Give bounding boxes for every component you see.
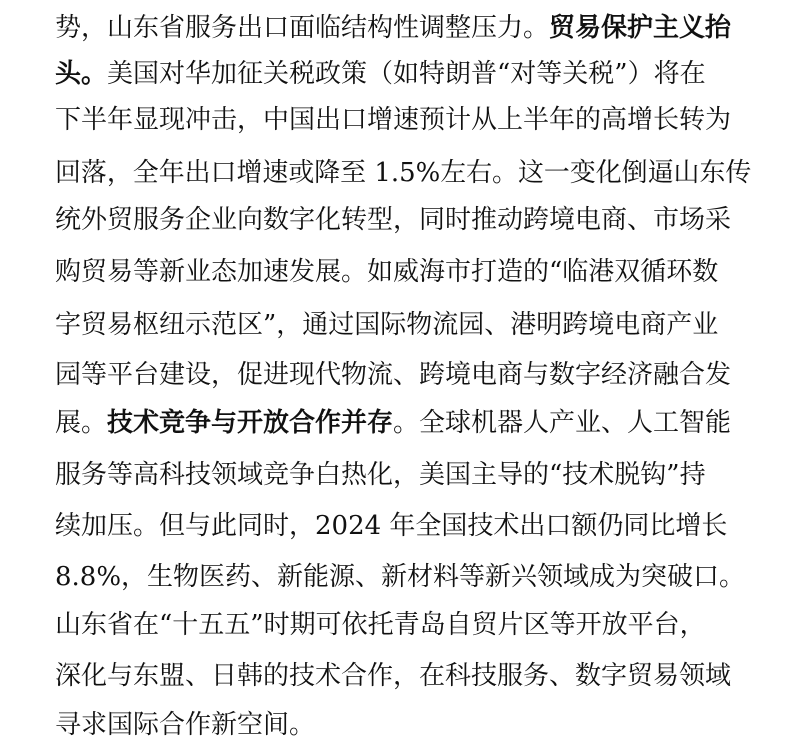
text-line bbox=[55, 355, 731, 395]
text-line bbox=[55, 605, 706, 645]
text-line bbox=[55, 656, 731, 696]
text-segment: 服务等高科技领域竞争白热化，美国主导的“技术脱钩”持 bbox=[55, 460, 706, 490]
text-segment: 8.8%，生物医药、新能源、新材料等新兴领域成为突破口。 bbox=[55, 562, 746, 592]
text-line bbox=[55, 305, 718, 345]
text-line bbox=[55, 506, 727, 546]
text-line bbox=[55, 54, 706, 94]
text-segment: 。全球机器人产业、人工智能 bbox=[393, 408, 732, 438]
bold-heading: 贸易保护主义抬 bbox=[549, 13, 732, 43]
text-segment: 回落，全年出口增速或降至 1.5%左右。这一变化倒逼山东传 bbox=[55, 158, 752, 188]
text-segment: 字贸易枢纽示范区”，通过国际物流园、港明跨境电商产业 bbox=[55, 310, 719, 340]
text-segment: 下半年显现冲击，中国出口增速预计从上半年的高增长转为 bbox=[55, 105, 732, 135]
text-line bbox=[55, 153, 751, 193]
text-line bbox=[55, 455, 706, 495]
bold-heading: 头。 bbox=[55, 59, 108, 89]
text-line bbox=[55, 200, 731, 240]
text-segment: 统外贸服务企业向数字化转型，同时推动跨境电商、市场采 bbox=[55, 205, 732, 235]
bold-heading: 技术竞争与开放合作并存 bbox=[107, 408, 394, 438]
text-segment: 美国对华加征关税政策（如特朗普“对等关税”）将在 bbox=[107, 59, 706, 89]
text-segment: 山东省在“十五五”时期可依托青岛自贸片区等开放平台， bbox=[55, 610, 706, 640]
text-line bbox=[55, 100, 731, 140]
text-segment: 购贸易等新业态加速发展。如威海市打造的“临港双循环数 bbox=[55, 257, 719, 287]
text-line bbox=[55, 557, 745, 597]
text-segment: 展。 bbox=[55, 408, 108, 438]
text-line bbox=[55, 252, 718, 292]
text-line bbox=[55, 403, 731, 443]
text-segment: 深化与东盟、日韩的技术合作，在科技服务、数字贸易领域 bbox=[55, 661, 732, 691]
text-line bbox=[55, 8, 731, 48]
text-segment: 园等平台建设，促进现代物流、跨境电商与数字经济融合发 bbox=[55, 360, 732, 390]
text-line bbox=[55, 705, 315, 745]
text-segment: 续加压。但与此同时，2024 年全国技术出口额仍同比增长 bbox=[55, 511, 728, 541]
text-segment: 势，山东省服务出口面临结构性调整压力。 bbox=[55, 13, 550, 43]
text-segment: 寻求国际合作新空间。 bbox=[55, 710, 316, 740]
